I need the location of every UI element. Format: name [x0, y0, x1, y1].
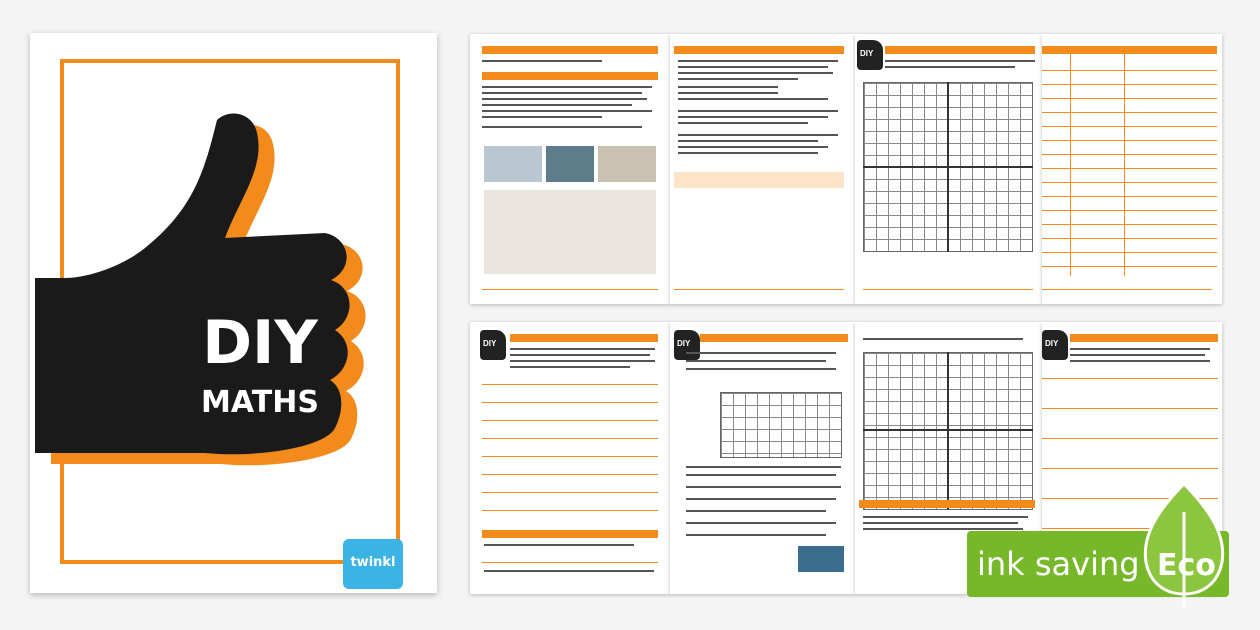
page-tile-design: DIY [670, 322, 855, 594]
twinkl-logo: twinkl [343, 539, 403, 589]
cover-page [30, 33, 437, 593]
photo-globe [546, 146, 594, 182]
photo-paint [484, 146, 542, 182]
ink-saving-text: ink saving [977, 545, 1140, 583]
cover-title: DIY [202, 308, 318, 378]
page-product-design: DIY [470, 322, 670, 594]
photo-car [598, 146, 656, 182]
eco-label: Eco [1157, 548, 1216, 583]
page-project-intro [470, 34, 670, 304]
page-plotting-grid: DIY [855, 34, 1042, 304]
cover-subtitle: MATHS [201, 385, 319, 420]
photo-tools [484, 190, 656, 274]
leaf-icon [1142, 482, 1226, 610]
page-coordinates [670, 34, 855, 304]
page-product-marketing: DIY [1042, 322, 1222, 594]
page-answer-table [1042, 34, 1222, 304]
